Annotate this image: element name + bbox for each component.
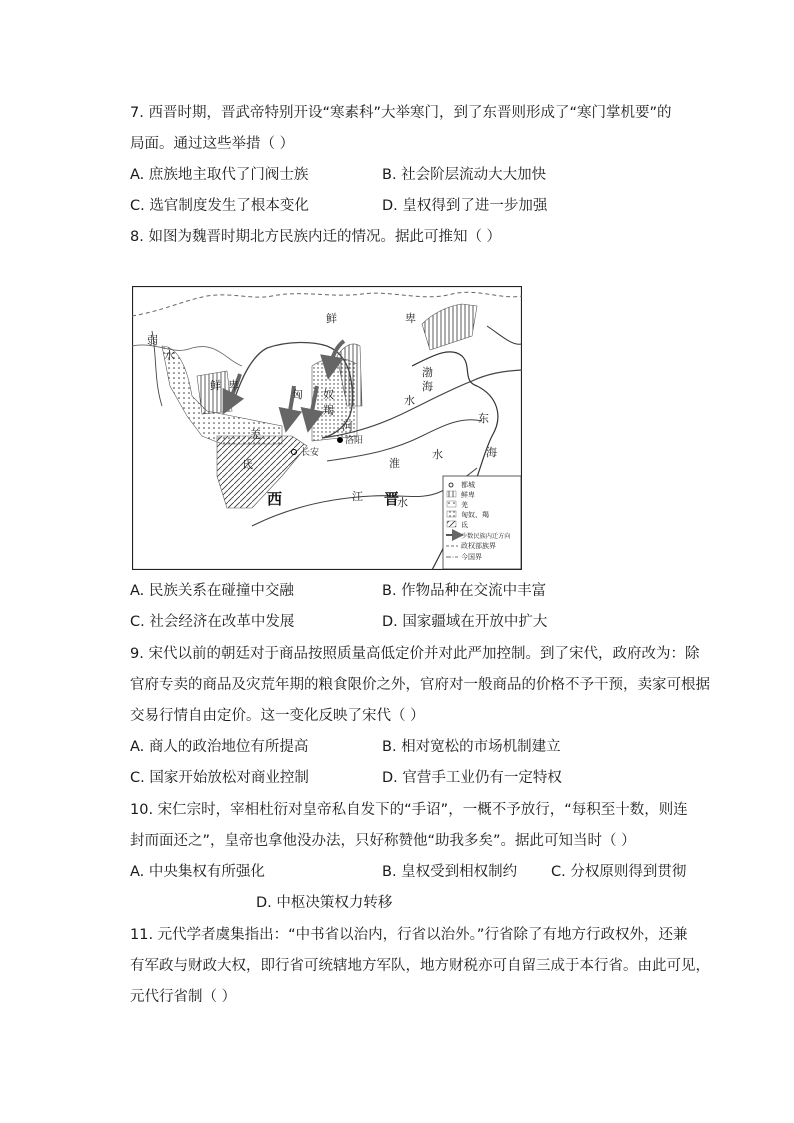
legend-qiang: 羌 (461, 501, 468, 509)
label-he: 河 (342, 420, 353, 433)
migration-map (132, 286, 522, 570)
q7-option-d: D. 皇权得到了进一步加强 (382, 198, 548, 214)
luoyang-marker (338, 438, 343, 443)
label-shui-huai: 水 (432, 448, 443, 461)
q8-stem: 8. 如图为魏晋时期北方民族内迁的情况。据此可推知（ ） (130, 229, 502, 245)
label-jin: 晋 (384, 490, 400, 508)
label-shui-w: 水 (164, 349, 175, 362)
label-xianbei-n1: 鲜 (326, 312, 337, 325)
q7-option-b: B. 社会阶层流动大大加快 (382, 167, 547, 183)
label-xianbei-w1: 鲜 (210, 379, 221, 392)
q9-stem-line3: 交易行情自由定价。这一变化反映了宋代（ ） (130, 708, 425, 724)
legend-xiongnu-jie: 匈奴、羯 (461, 511, 489, 519)
label-jie: 羯 (323, 404, 334, 417)
label-qiang: 羌 (250, 428, 261, 441)
label-ruo: 弱 (147, 334, 158, 347)
q9-stem-line2: 官府专卖的商品及灾荒年期的粮食限价之外，官府对一般商品的价格不予干预，卖家可根据 (130, 677, 710, 693)
q10-option-c: C. 分权原则得到贯彻 (551, 864, 687, 880)
legend-di: 氐 (461, 521, 468, 529)
label-di: 氐 (242, 458, 253, 471)
legend-migration: 少数民族内迁方向 (461, 533, 511, 540)
label-xianbei-w2: 卑 (228, 379, 239, 392)
q8-option-c: C. 社会经济在改革中发展 (130, 614, 295, 630)
label-shui-jiang: 水 (397, 496, 408, 509)
label-changan: 长安 (301, 448, 320, 458)
map-legend (443, 476, 521, 569)
q9-option-b: B. 相对宽松的市场机制建立 (382, 739, 561, 755)
legend-boundary: 政权部族界 (461, 542, 496, 550)
label-jiang: 江 (352, 490, 363, 503)
label-dong: 东 (478, 412, 489, 425)
legend-xianbei: 鲜卑 (461, 491, 475, 499)
q9-option-c: C. 国家开始放松对商业控制 (130, 770, 309, 786)
q9-option-d: D. 官营手工业仍有一定特权 (382, 770, 562, 786)
label-hai-bo: 海 (422, 380, 433, 393)
q11-stem-line1: 11. 元代学者虞集指出：“中书省以治内，行省以治外。”行省除了有地方行政权外，还兼 (130, 927, 688, 943)
label-luoyang: 洛阳 (345, 436, 364, 446)
label-xianbei-n2: 卑 (405, 312, 416, 325)
q8-option-a: A. 民族关系在碰撞中交融 (130, 583, 294, 599)
q10-stem-line1: 10. 宋仁宗时，宰相杜衍对皇帝私自发下的“手诏”，一概不予放行，“每积至十数，则连 (130, 802, 688, 818)
q11-stem-line2: 有军政与财政大权，即行省可统辖地方军队，地方财税亦可自留三成于本行省。由此可见， (130, 958, 710, 974)
q9-option-a: A. 商人的政治地位有所提高 (130, 739, 309, 755)
q7-stem-line2: 局面。通过这些举措（ ） (130, 136, 295, 152)
q8-option-d: D. 国家疆域在开放中扩大 (382, 614, 548, 630)
label-xi: 西 (267, 490, 283, 508)
q7-stem-line1: 7. 西晋时期，晋武帝特别开设“寒素科”大举寒门，到了东晋则形成了“寒门掌机要”的 (130, 105, 672, 121)
legend-capital: 都城 (461, 481, 475, 489)
q7-option-a: A. 庶族地主取代了门阀士族 (130, 167, 309, 183)
q10-option-b: B. 皇权受到相权制约 (382, 864, 518, 880)
label-hai-dong: 海 (486, 446, 497, 459)
legend-national-border: 今国界 (461, 553, 482, 561)
label-nu: 奴 (323, 388, 334, 401)
label-xiong: 匈 (292, 388, 303, 401)
q8-option-b: B. 作物品种在交流中丰富 (382, 583, 547, 599)
label-huai: 淮 (389, 457, 400, 470)
q10-option-a: A. 中央集权有所强化 (130, 864, 265, 880)
label-bo: 渤 (422, 366, 433, 379)
q9-stem-line1: 9. 宋代以前的朝廷对于商品按照质量高低定价并对此严加控制。到了宋代，政府改为：除 (130, 646, 700, 662)
q11-stem-line3: 元代行省制（ ） (130, 989, 237, 1005)
q10-option-d: D. 中枢决策权力转移 (256, 895, 393, 911)
label-shui-he: 水 (404, 394, 415, 407)
q7-option-c: C. 选官制度发生了根本变化 (130, 198, 309, 214)
q10-stem-line2: 封而面还之”，皇帝也拿他没办法，只好称赞他“助我多矣”。据此可知当时（ ） (130, 833, 636, 849)
